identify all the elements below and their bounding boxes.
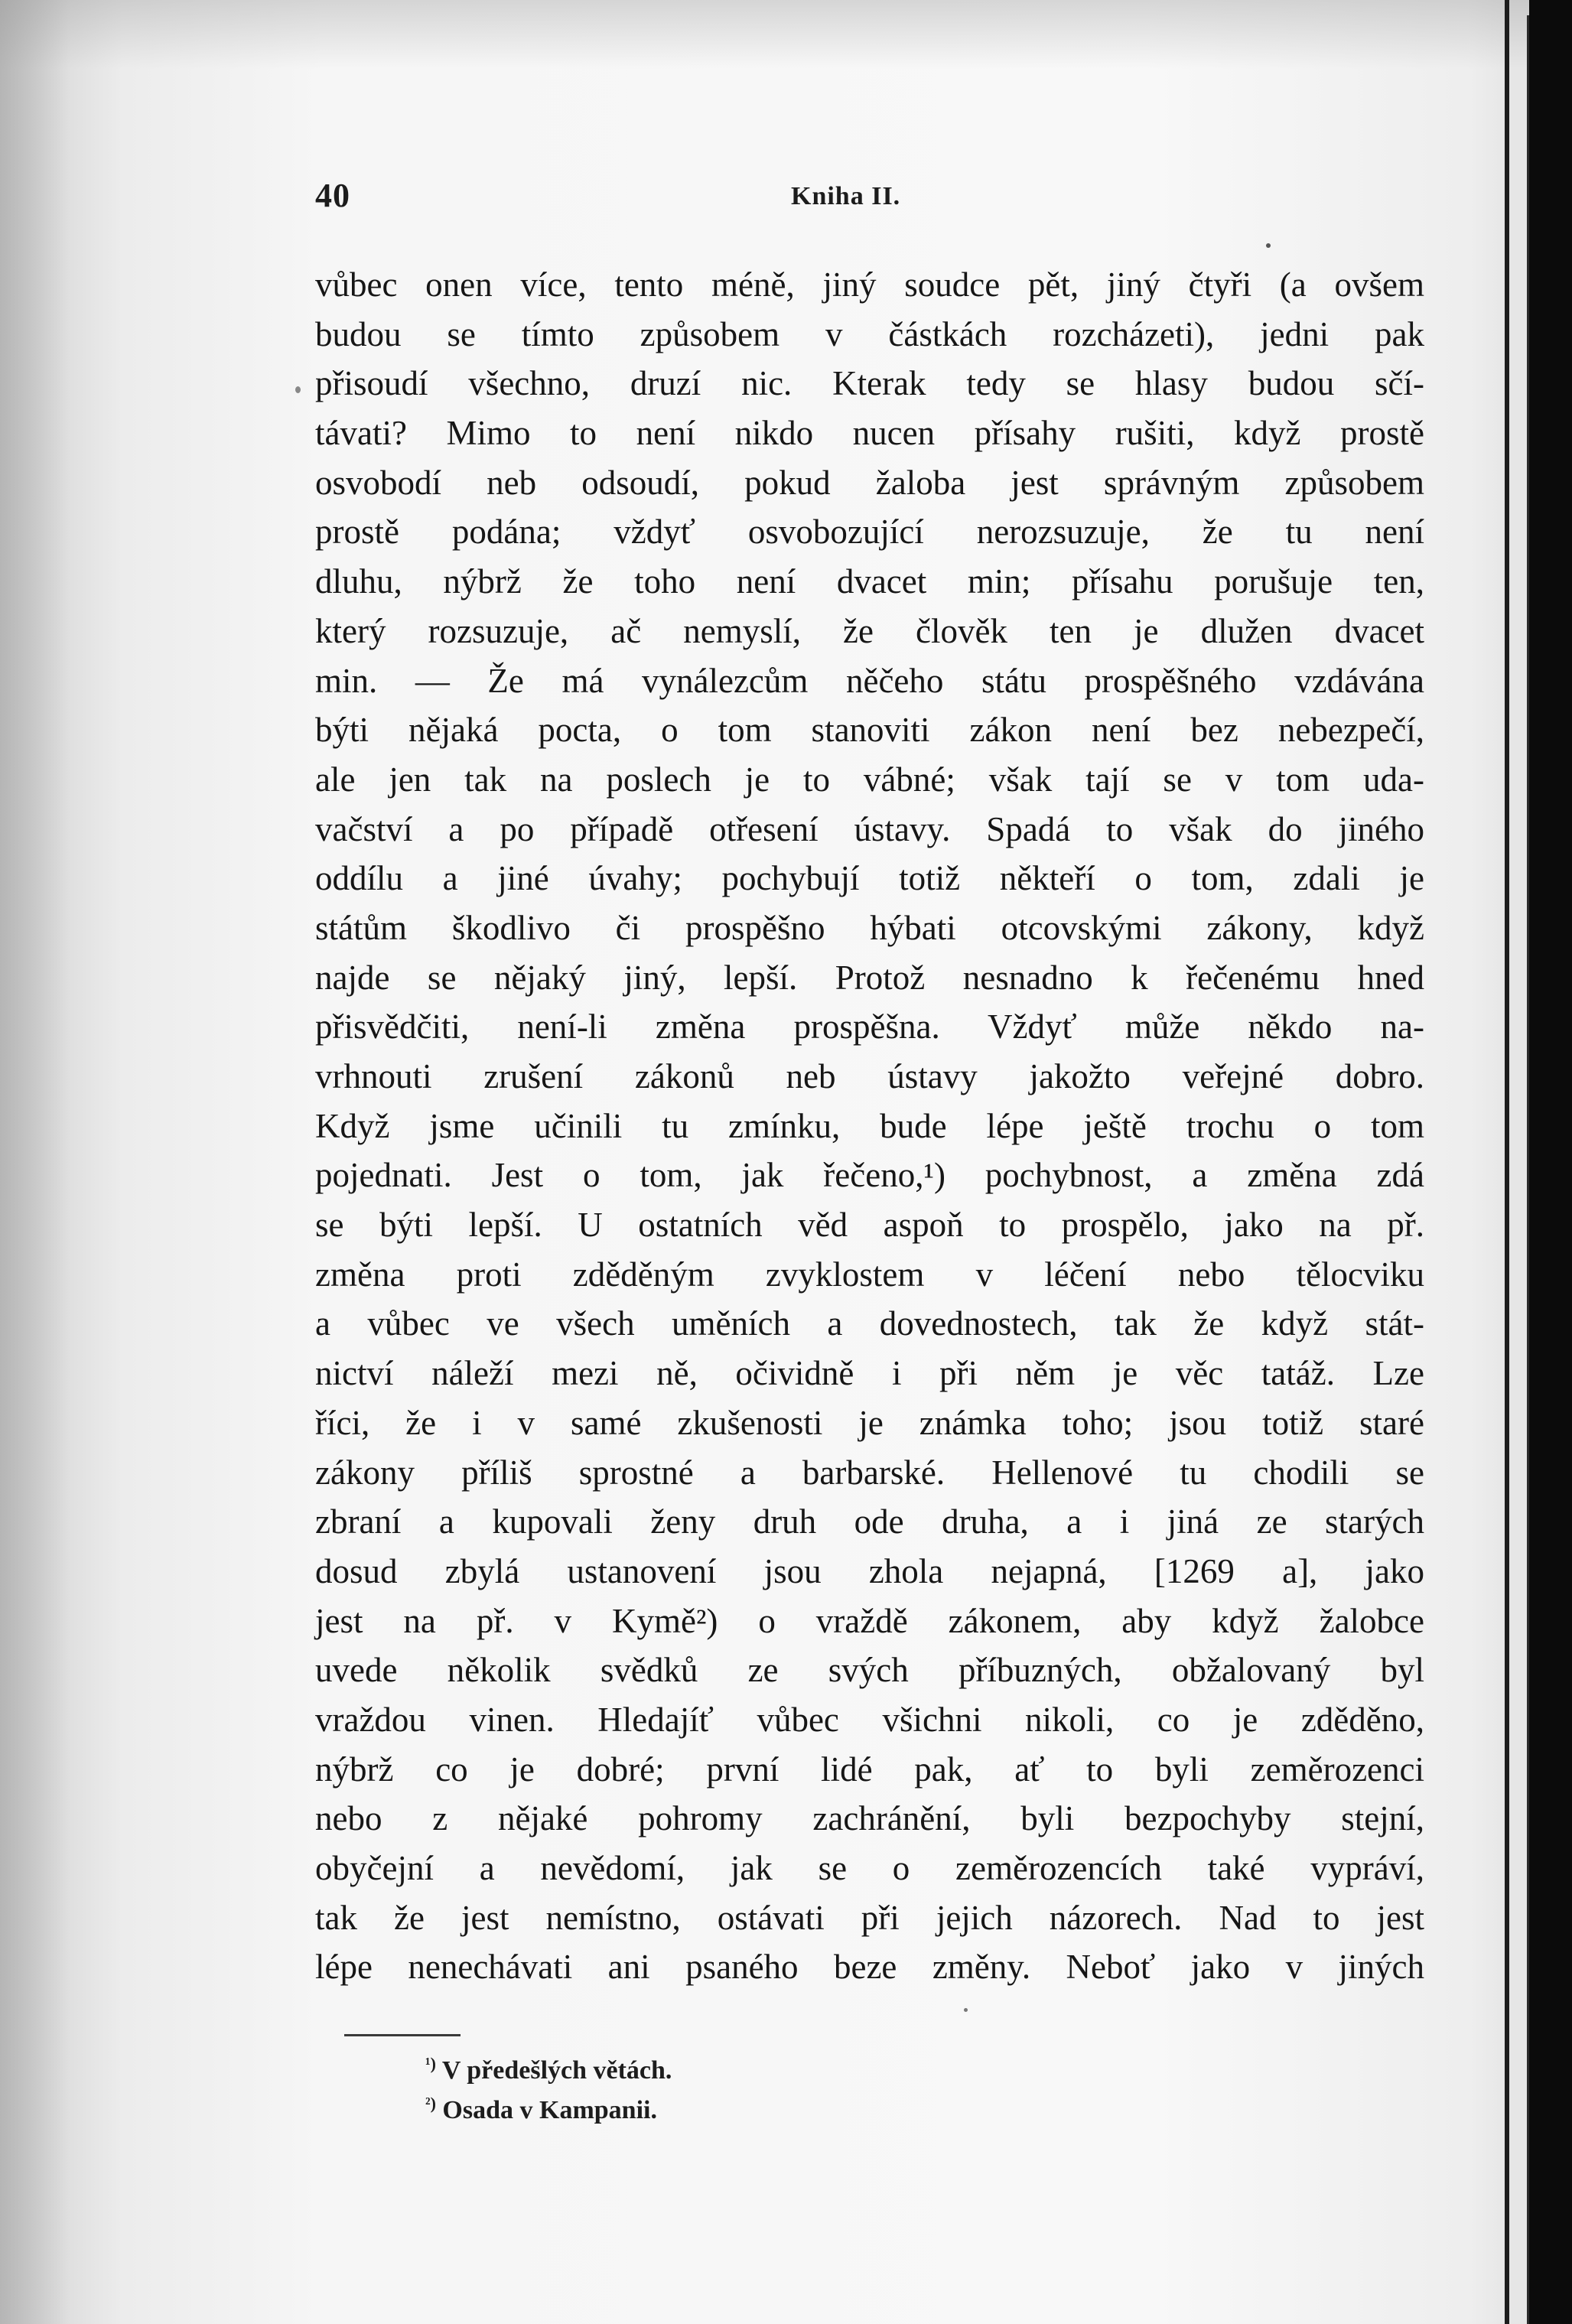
text-line: prostě podána; vždyť osvobozující nerozsuzuje, že tu není (315, 513, 1424, 552)
footnote-text: V předešlých větách. (441, 2056, 672, 2085)
text-line: říci, že i v samé zkušenosti je známka toho; jsou totiž staré (315, 1403, 1424, 1442)
footnote (425, 2044, 672, 2084)
body-text (315, 260, 1424, 1992)
text-line: vačství a po případě otřesení ústavy. Spadá to však do jiného (315, 809, 1424, 848)
text-line: nebo z nějaké pohromy zachránění, byli bezpochyby stejní, (315, 1799, 1424, 1838)
text-line: oddílu a jiné úvahy; pochybují totiž někteří o tom, zdali je (315, 859, 1424, 898)
footnotes (425, 2044, 672, 2124)
running-head: Kniha II. (791, 182, 901, 210)
text-line: zbraní a kupovali ženy druh ode druha, a i jiná ze starých (315, 1502, 1424, 1541)
text-line: nictví náleží mezi ně, očividně i při něm je věc tatáž. Lze (315, 1354, 1424, 1393)
text-line: dosud zbylá ustanovení jsou zhola nejapná, [1269 a], jako (315, 1551, 1424, 1590)
text-line: Když jsme učinili tu zmínku, bude lépe ještě trochu o tom (315, 1106, 1424, 1145)
text-line: dluhu, nýbrž že toho není dvacet min; přísahu porušuje ten, (315, 562, 1424, 601)
scan-shadow-top (0, 0, 1572, 69)
text-line: obyčejní a nevědomí, jak se o zeměrozencích také vypráví, (315, 1849, 1424, 1887)
text-line: a vůbec ve všech uměních a dovednostech, tak že když stát- (315, 1304, 1424, 1343)
text-line: vůbec onen více, tento méně, jiný soudce pět, jiný čtyři (a ovšem (315, 265, 1424, 304)
text-line: vraždou vinen. Hledajíť vůbec všichni nikoli, co je zděděno, (315, 1700, 1424, 1739)
footnote (425, 2084, 672, 2124)
text-line: zákony příliš sprostné a barbarské. Hellenové tu chodili se (315, 1453, 1424, 1492)
text-line: státům škodlivo či prospěšno hýbati otcovskými zákony, když (315, 908, 1424, 947)
text-line: přisvědčiti, není-li změna prospěšna. Vždyť může někdo na- (315, 1007, 1424, 1046)
text-line: jest na př. v Kymě²) o vraždě zákonem, aby když žalobce (315, 1601, 1424, 1640)
text-line: přisoudí všechno, druzí nic. Kterak tedy se hlasy budou sčí- (315, 364, 1424, 403)
text-line: lépe nenechávati ani psaného beze změny. Neboť jako v jiných (315, 1948, 1424, 1987)
scan-speck (964, 2008, 968, 2012)
text-line: nýbrž co je dobré; první lidé pak, ať to byli zeměrozenci (315, 1750, 1424, 1789)
text-line: který rozsuzuje, ač nemyslí, že člověk ten je dlužen dvacet (315, 611, 1424, 650)
text-line: býti nějaká pocta, o tom stanoviti zákon není bez nebezpečí, (315, 711, 1424, 750)
footnote-marker: ¹) (425, 2054, 436, 2073)
footnote-marker: ²) (425, 2094, 436, 2113)
text-line: budou se tímto způsobem v částkách rozcházeti), jedni pak (315, 314, 1424, 353)
footnote-rule (344, 2034, 461, 2036)
page-header (315, 176, 1432, 222)
text-line: se býti lepší. U ostatních věd aspoň to prospělo, jako na př. (315, 1206, 1424, 1245)
text-line: najde se nějaký jiný, lepší. Protož nesnadno k řečenému hned (315, 958, 1424, 997)
scan-speck (1266, 243, 1271, 248)
text-line: távati? Mimo to není nikdo nucen přísahy rušiti, když prostě (315, 414, 1424, 453)
scan-shadow-left (0, 0, 69, 2324)
footnote-text: Osada v Kampanii. (442, 2096, 657, 2124)
text-line: vrhnouti zrušení zákonů neb ústavy jakožto veřejné dobro. (315, 1057, 1424, 1095)
text-line: tak že jest nemístno, ostávati při jejich názorech. Nad to jest (315, 1898, 1424, 1937)
text-line: osvobodí neb odsoudí, pokud žaloba jest správným způsobem (315, 463, 1424, 502)
text-line: ale jen tak na poslech je to vábné; však tají se v tom uda- (315, 760, 1424, 799)
scan-speck (295, 386, 301, 393)
text-line: min. — Že má vynálezcům něčeho státu prospěšného vzdávána (315, 661, 1424, 700)
scan-black-border (1529, 0, 1572, 2324)
text-line: změna proti zděděným zvyklostem v léčení nebo tělocviku (315, 1255, 1424, 1294)
binding-line (1505, 0, 1509, 2324)
text-line: uvede několik svědků ze svých příbuzných, obžalovaný byl (315, 1651, 1424, 1690)
page-number: 40 (315, 177, 350, 214)
text-line: pojednati. Jest o tom, jak řečeno,¹) pochybnost, a změna zdá (315, 1156, 1424, 1195)
